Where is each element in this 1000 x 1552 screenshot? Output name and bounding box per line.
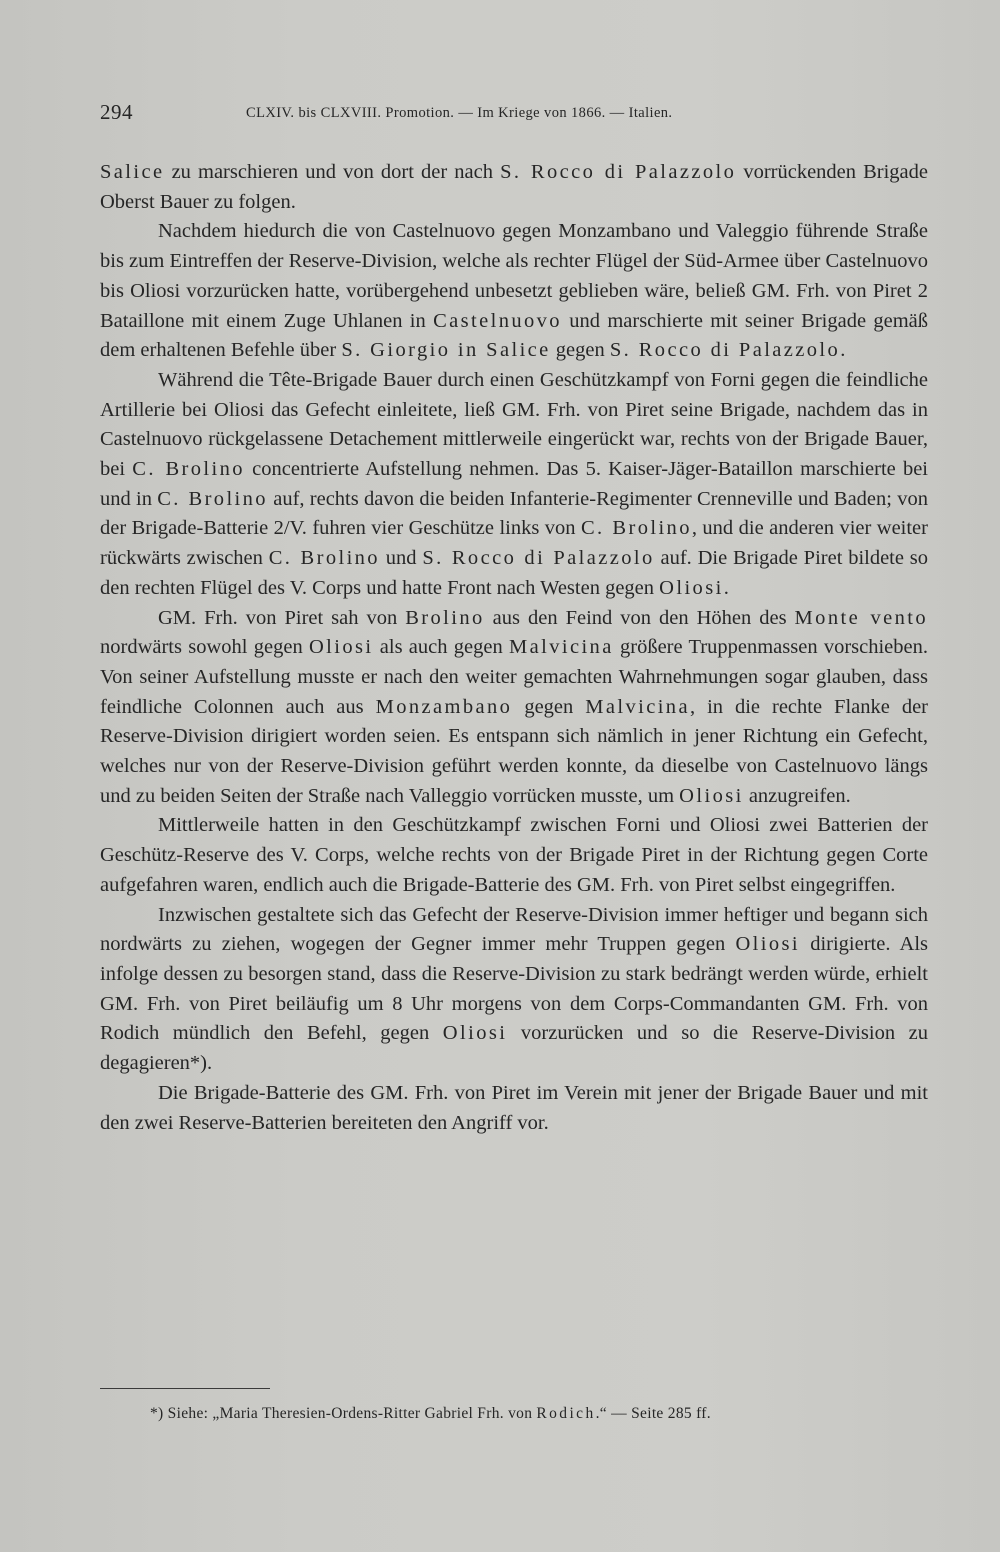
text-run: concentrierte Aufstellung nehmen. Das 5. Kaiser-Jäger-Bataillon marschierte bei und in (100, 458, 928, 510)
text-run: .“ — Seite 285 ff. (595, 1405, 711, 1422)
text-run: vorrückenden Brigade Oberst Bauer zu folgen. (100, 161, 929, 213)
paragraph (100, 158, 928, 217)
text-run: gegen (512, 695, 586, 718)
text-run: *) Siehe: „Maria Theresien-Ordens-Ritter Gabriel Frh. von (150, 1405, 537, 1422)
text-run: anzugreifen. (743, 784, 851, 807)
spaced-place-name: C. Brolino (132, 458, 245, 481)
text-run: Während die Tête-Brigade Bauer durch einen Geschützkampf von Forni gegen die feindliche Artillerie bei Oliosi das Gefecht einleitete, ließ GM. Frh. von Piret seine Brigade, nachdem das in Castelnuovo rückgelassene Detachement mittlerweile eingerückt war, rechts von der Brigade Bauer, bei (100, 368, 928, 481)
spaced-place-name: Oliosi (442, 1022, 508, 1045)
spaced-place-name: C. Brolino (268, 547, 380, 570)
spaced-place-name: C. Brolino (157, 487, 268, 510)
text-run: und marschierte mit seiner Brigade gemäß dem erhaltenen Befehle über (100, 309, 928, 362)
text-run: , und die anderen vier weiter rückwärts zwischen (100, 517, 928, 570)
text-run: und (379, 547, 423, 570)
paragraph (100, 366, 928, 604)
paragraph (100, 811, 928, 900)
text-run: . (723, 576, 729, 599)
text-run: . (840, 339, 846, 362)
spaced-place-name: S. Rocco di Palazzolo (422, 547, 655, 570)
running-head: CLXIV. bis CLXVIII. Promotion. — Im Kriege von 1866. — Italien. (246, 105, 673, 121)
spaced-place-name: Oliosi (308, 636, 374, 659)
text-run: gegen (550, 339, 610, 362)
spaced-place-name: S. Rocco di Palazzolo (609, 339, 841, 362)
spaced-place-name: Oliosi (659, 576, 724, 599)
text-run: zu marschieren und von dort der nach (164, 161, 501, 183)
text-run: auf, rechts davon die beiden Infanterie-Regimenter Crenneville und Baden; von der Brigade-Batterie 2/V. fuhren vier Geschütze links von (100, 487, 928, 540)
text-run: als auch gegen (373, 636, 509, 659)
spaced-place-name: C. Brolino (580, 517, 692, 540)
spaced-place-name: Rodich (536, 1405, 596, 1422)
text-run: vorzurücken und so die Reserve-Division zu degagieren*). (100, 1022, 929, 1075)
text-run: größere Truppenmassen vorschieben. Von seiner Aufstellung musste er nach den weiter gemachten Wahrnehmungen sogar glauben, dass feindliche Colonnen auch aus (100, 636, 929, 718)
text-run: GM. Frh. von Piret sah von (158, 606, 406, 629)
spaced-place-name: Salice (100, 161, 165, 183)
body-text (100, 158, 928, 1138)
spaced-place-name: S. Rocco di Palazzolo (500, 161, 737, 183)
text-run: , in die rechte Flanke der Reserve-Division dirigiert worden seien. Es entspann sich nämlich in jener Richtung ein Gefecht, welches nur von der Reserve-Division geführt werden konnte, da dieselbe von Castelnuovo längs und zu beiden Seiten der Straße nach Valleggio vorrücken musste, um (100, 695, 929, 807)
paragraph (100, 1079, 928, 1138)
paragraph (100, 217, 928, 366)
spaced-place-name: Monzambano (375, 695, 513, 718)
spaced-place-name: Castelnuovo (433, 309, 562, 332)
spaced-place-name: Monte vento (794, 606, 929, 629)
page-number: 294 (100, 100, 133, 124)
page-header (100, 100, 930, 130)
text-run: dirigierte. Als infolge dessen zu besorgen stand, dass die Reserve-Division zu stark bedrängt werden würde, erhielt GM. Frh. von Piret beiläufig um 8 Uhr morgens von dem Corps-Commandanten GM. Frh. von Rodich mündlich den Befehl, gegen (100, 933, 929, 1045)
spaced-place-name: Brolino (405, 606, 485, 629)
text-run: Nachdem hiedurch die von Castelnuovo gegen Monzambano und Valeggio führende Straße bis zum Eintreffen der Reserve-Division, welche als rechter Flügel der Süd-Armee über Castelnuovo bis Oliosi vorzurücken hatte, vorübergehend unbesetzt geblieben wäre, beließ GM. Frh. von Piret 2 Bataillone mit einem Zuge Uhlanen in (100, 220, 928, 332)
footnote-separator (100, 1388, 270, 1389)
spaced-place-name: Malvicina (509, 636, 614, 659)
text-run: aus den Feind von den Höhen des (484, 606, 795, 629)
spaced-place-name: S. Giorgio in Salice (341, 339, 551, 362)
paragraph (100, 604, 928, 812)
spaced-place-name: Malvicina (585, 695, 690, 718)
spaced-place-name: Oliosi (679, 784, 744, 807)
text-run: Die Brigade-Batterie des GM. Frh. von Piret im Verein mit jener der Brigade Bauer und mit den zwei Reserve-Batterien bereiteten den Angriff vor. (100, 1081, 928, 1134)
paragraph (100, 901, 928, 1079)
spaced-place-name: Oliosi (735, 933, 800, 956)
text-run: Inzwischen gestaltete sich das Gefecht der Reserve-Division immer heftiger und begann sich nordwärts zu ziehen, wogegen der Gegner immer mehr Truppen gegen (100, 903, 928, 956)
text-run: Mittlerweile hatten in den Geschützkampf zwischen Forni und Oliosi zwei Batterien der Geschütz-Reserve des V. Corps, welche rechts von der Brigade Piret in der Richtung gegen Corte aufgefahren waren, endlich auch die Brigade-Batterie des GM. Frh. von Piret selbst eingegriffen. (100, 814, 928, 896)
text-run: nordwärts sowohl gegen (100, 636, 309, 659)
footnote (150, 1405, 890, 1423)
text-run: auf. Die Brigade Piret bildete so den rechten Flügel des V. Corps und hatte Front nach Westen gegen (100, 547, 929, 599)
